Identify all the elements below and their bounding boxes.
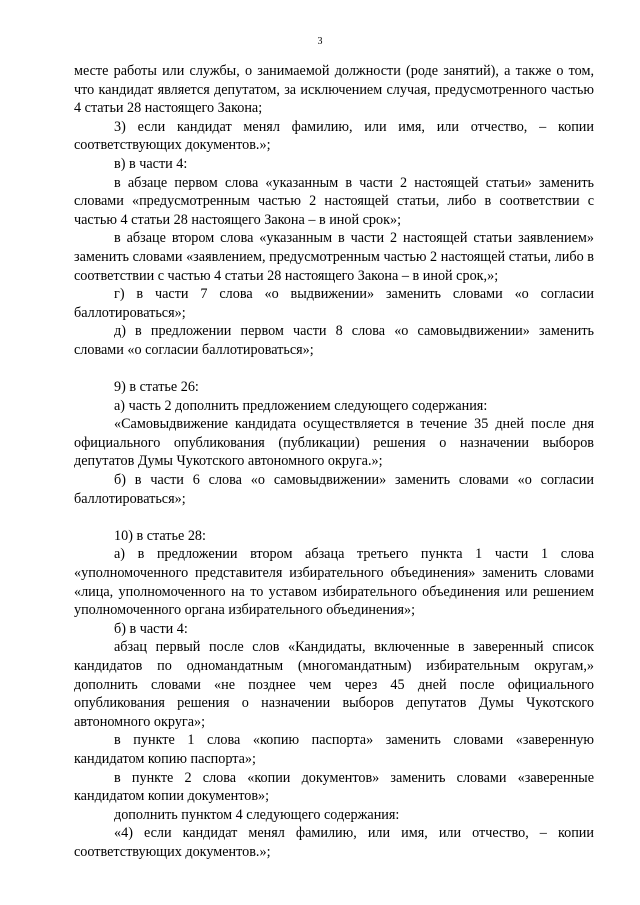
paragraph: б) в части 4: [114, 620, 188, 637]
paragraph: дополнить пунктом 4 следующего содержания: [114, 806, 400, 823]
document-body [74, 62, 594, 862]
paragraph: в абзаце втором слова «указанным в части 2 настоящей статьи заявлением» заменить словами «заявлением, предусмотренным частью 2 настоящей статьи, либо в соответствии с частью 4 статьи 28 настоящего Закона – в иной срок,»; [74, 230, 594, 284]
paragraph: 3) если кандидат менял фамилию, или имя, или отчество, – копии соответствующих документов.»; [74, 118, 594, 154]
paragraph: а) часть 2 дополнить предложением следующего содержания: [114, 397, 488, 414]
paragraph: 9) в статье 26: [114, 379, 199, 396]
paragraph: г) в части 7 слова «о выдвижении» заменить словами «о согласии баллотироваться»; [74, 286, 594, 321]
paragraph: «4) если кандидат менял фамилию, или имя, или отчество, – копии соответствующих документов.»; [74, 825, 594, 860]
paragraph: в пункте 2 слова «копии документов» заменить словами «заверенные кандидатом копии документов»; [74, 769, 594, 805]
paragraph: 10) в статье 28: [114, 527, 206, 544]
paragraph: а) в предложении втором абзаца третьего пункта 1 части 1 слова «уполномоченного представителя избирательного объединения» заменить словами «лица, уполномоченного на то уставом избирательного объединения или решением уполномоченного органа избирательного объединения»; [74, 546, 594, 619]
paragraph: в пункте 1 слова «копию паспорта» заменить словами «заверенную кандидатом копию паспорта»; [74, 732, 594, 767]
paragraph: в абзаце первом слова «указанным в части 2 настоящей статьи» заменить словами «предусмотренным частью 2 настоящей статьи, либо в соответствии с частью 4 статьи 28 настоящего Закона – в иной срок»; [74, 174, 594, 228]
paragraph: месте работы или службы, о занимаемой должности (роде занятий), а также о том, что кандидат является депутатом, за исключением случая, предусмотренного частью 4 статьи 28 настоящего Закона; [74, 63, 594, 117]
paragraph: б) в части 6 слова «о самовыдвижении» заменить словами «о согласии баллотироваться»; [74, 472, 594, 507]
paragraph: «Самовыдвижение кандидата осуществляется в течение 35 дней после дня официального опубликования (публикации) решения о назначении выборов депутатов Думы Чукотского автономного округа.»; [74, 416, 594, 470]
paragraph: д) в предложении первом части 8 слова «о самовыдвижении» заменить словами «о согласии баллотироваться»; [74, 323, 594, 358]
page-number: 3 [317, 36, 323, 47]
paragraph: абзац первый после слов «Кандидаты, включенные в заверенный список кандидатов по одномандатным (многомандатным) избирательным округам,» дополнить словами «не позднее чем через 45 дней после официального опубликования решения о назначении выборов депутатов Думы Чукотского автономного округа»; [74, 639, 594, 730]
paragraph: в) в части 4: [114, 155, 188, 172]
